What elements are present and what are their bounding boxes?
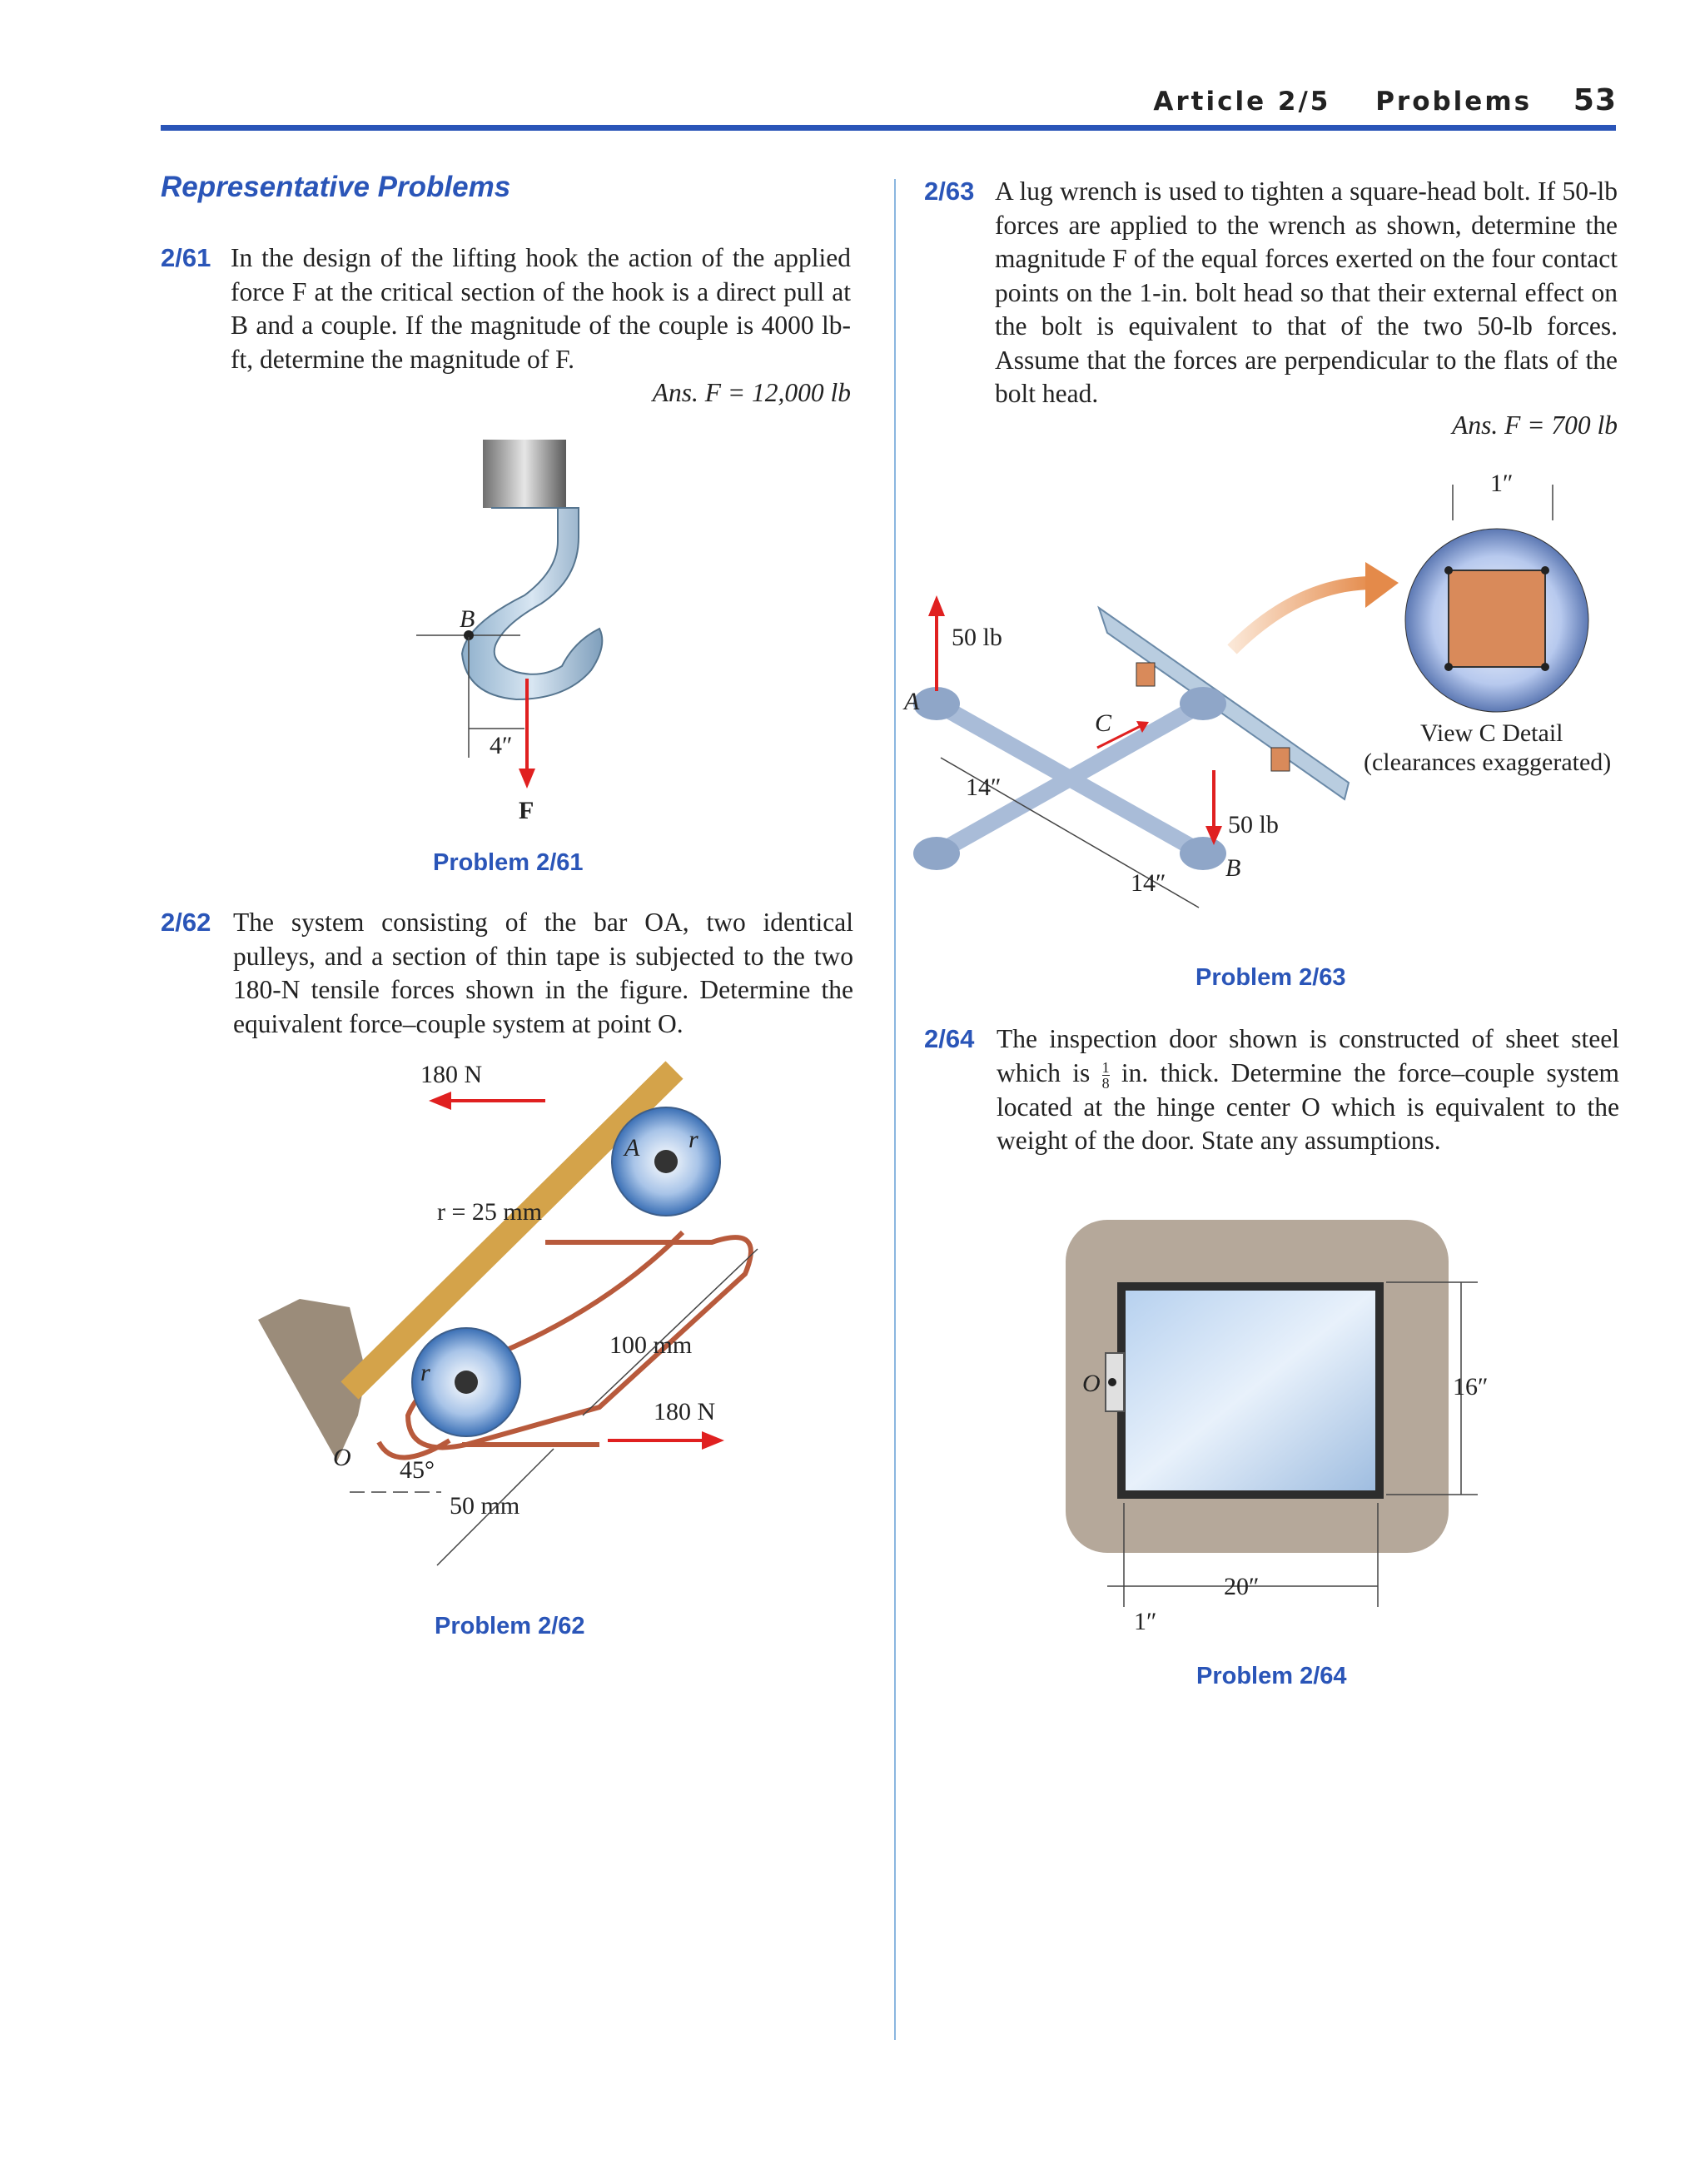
header-section: Problems (1375, 87, 1533, 117)
dim-height-label: 16″ (1453, 1373, 1489, 1400)
dim-offset-label: 1″ (1134, 1608, 1157, 1635)
dim-right-label: 14″ (1131, 869, 1166, 897)
problem-text-2-61: In the design of the lifting hook the action of the applied force F at the critical section of the hook is a direct pull at B and a couple. If the magnitude of the couple is 4000 lb-ft, determine the magnitude of F. (231, 243, 851, 374)
hook-cap (483, 440, 566, 508)
hook-label-b: B (460, 605, 475, 633)
r-label-upper: r (688, 1126, 698, 1153)
force-a-label: 50 lb (952, 624, 1002, 651)
angle-label: 45° (400, 1456, 435, 1484)
problem-text-2-64-a: The inspection door shown is constructed of sheet steel which is (997, 1024, 1619, 1087)
hook-dimension-4in: 4″ (490, 732, 513, 759)
section-title: Representative Problems (161, 171, 511, 203)
dim-width-label: 20″ (1224, 1573, 1260, 1600)
detail-note: (clearances exaggerated) (1364, 749, 1612, 776)
point-c-label: C (1095, 709, 1112, 737)
problem-text-2-62: The system consisting of the bar OA, two identical pulleys, and a section of thin tape is subjected to the two 180-N tensile forces shown in the figure. Determine the equivalent force–couple system at point O. (233, 908, 853, 1038)
detail-title: View C Detail (1420, 719, 1563, 747)
figure-inspection-door (1057, 1216, 1524, 1649)
fraction (1102, 1060, 1110, 1091)
problem-text-2-64 (997, 1022, 1619, 1158)
dim-left-label: 14″ (966, 774, 1002, 801)
problem-number-2-64: 2/64 (924, 1024, 975, 1053)
header-rule (161, 125, 1616, 131)
force-bottom-label: 180 N (654, 1398, 716, 1425)
dim-bolt-label: 1″ (1490, 470, 1514, 497)
bolt-head (1449, 570, 1545, 667)
caption-2-61: Problem 2/61 (433, 849, 584, 876)
point-b-label: B (1225, 854, 1241, 882)
force-b-label: 50 lb (1228, 811, 1279, 838)
running-header (1153, 83, 1617, 117)
r-label-lower: r (420, 1359, 430, 1386)
dim-50mm-label: 50 mm (450, 1492, 520, 1520)
problem-number-2-63: 2/63 (924, 177, 975, 206)
hook-body (462, 508, 602, 699)
dim-100mm-label: 100 mm (609, 1331, 693, 1359)
column-divider (894, 179, 896, 2040)
problem-text-2-64-b: in. thick. Determine the force–couple system located at the hinge center O which is equivalent to the weight of the door. State any assumptions. (997, 1057, 1619, 1156)
detail-arrow (1232, 583, 1374, 649)
fraction-denominator: 8 (1101, 1074, 1110, 1092)
force-f-label: F (519, 797, 534, 824)
problem-number-2-61: 2/61 (161, 243, 211, 272)
fraction-numerator: 1 (1101, 1058, 1110, 1076)
point-a-label: A (624, 1134, 640, 1162)
page-number: 53 (1573, 83, 1617, 117)
radius-label: r = 25 mm (437, 1198, 543, 1226)
force-top-label: 180 N (420, 1061, 483, 1088)
figure-lug-wrench (899, 466, 1648, 933)
caption-2-62: Problem 2/62 (435, 1613, 585, 1639)
problem-number-2-62: 2/62 (161, 908, 211, 937)
point-o-label: O (333, 1444, 351, 1471)
caption-2-64: Problem 2/64 (1196, 1663, 1347, 1689)
figure-lifting-hook (400, 429, 733, 828)
point-o-label: O (1082, 1370, 1101, 1397)
caption-2-63: Problem 2/63 (1195, 964, 1346, 991)
answer-2-61: Ans. F = 12,000 lb (652, 378, 851, 407)
answer-2-63: Ans. F = 700 lb (1452, 410, 1618, 440)
problem-text-2-63: A lug wrench is used to tighten a square-head bolt. If 50-lb forces are applied to the wrench as shown, determine the magnitude F of the equal forces exerted on the four contact points on the 1-in. bolt head so that their external effect on the bolt is equivalent to that of the two 50-lb forces. Assume that the forces are perpendicular to the flats of the bolt head. (995, 177, 1618, 408)
point-a-label: A (904, 688, 920, 715)
header-article: Article 2/5 (1153, 87, 1331, 117)
door-panel (1126, 1291, 1375, 1490)
figure-pulley-system (250, 1057, 766, 1574)
